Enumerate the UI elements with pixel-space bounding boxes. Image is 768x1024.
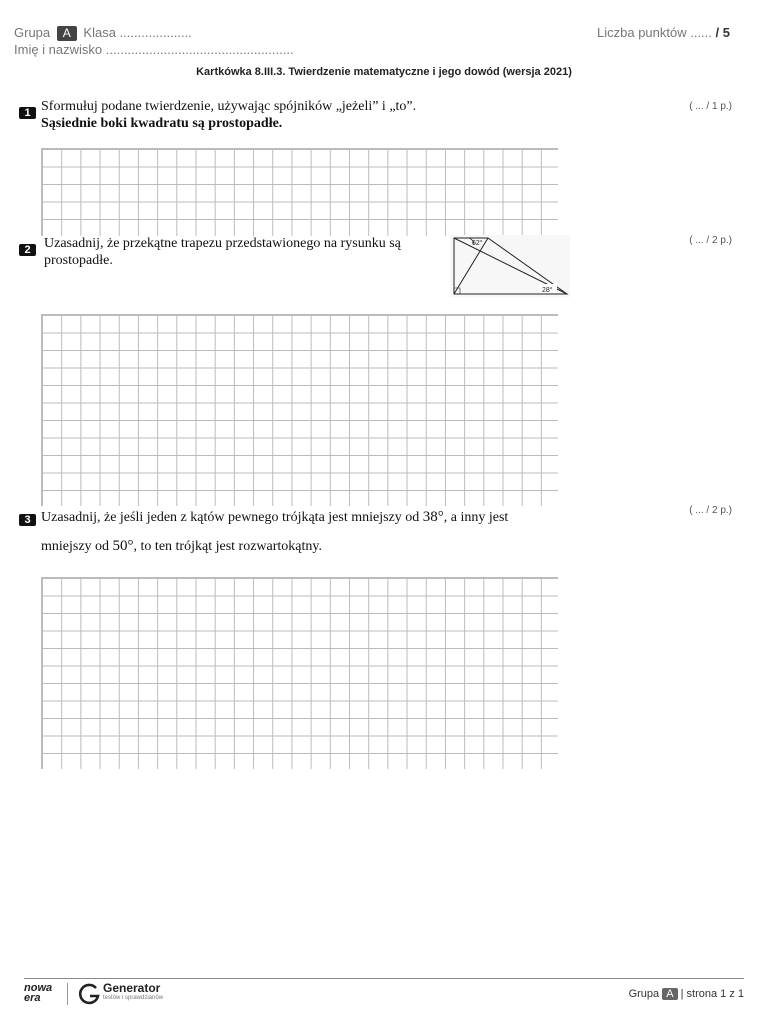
points-summary [597,25,730,40]
question-1-number: 1 [19,103,36,121]
generator-title: Generator [103,981,161,995]
klasa-dots: .................... [119,25,192,40]
name-row [14,42,294,57]
points-total: / 5 [715,25,730,40]
angle-value-38: 38° [422,509,444,525]
generator-subtitle: testów i sprawdzianów [103,995,164,1001]
generator-logo-icon [77,982,101,1006]
trapezoid-figure [450,235,570,297]
points-label: Liczba punktów ...... [597,25,712,40]
question-2-line1: Uzasadnij, że przekątne trapezu przedstawionego na rysunku są [44,236,401,251]
footer-logo-divider [67,983,68,1005]
question-1-line1: Sformułuj podane twierdzenie, używając spójników „jeżeli” i „to”. [41,99,417,114]
question-2-points: ( ... / 2 p.) [689,235,732,246]
question-1-text [41,99,416,132]
answer-grid-2[interactable] [41,314,558,506]
answer-grid-3[interactable] [41,577,558,769]
imie-dots: .................................................... [105,42,294,57]
grupa-label: Grupa [14,25,51,40]
nowa-era-logo: nowa era [24,982,53,1004]
page-title: Kartkówka 8.III.3. Twierdzenie matematyczne i jego dowód (wersja 2021) [196,66,572,78]
klasa-label: Klasa [83,25,116,40]
footer-page-info [629,988,744,1000]
question-3-line2: mniejszy od 50°, to ten trójkąt jest rozwartokątny. [41,538,322,554]
footer-grupa-label: Grupa [628,988,660,1000]
question-2-line2: prostopadłe. [44,253,113,268]
answer-grid-1[interactable] [41,148,558,236]
question-1-points: ( ... / 1 p.) [689,101,732,112]
question-3-line1: Uzasadnij, że jeśli jeden z kątów pewnego trójkąta jest mniejszy od 38°, a inny jest [41,509,509,525]
footer-page-number: | strona 1 z 1 [680,988,744,1000]
angle-label-bottom: 28° [542,287,553,294]
generator-brand [103,982,163,1001]
question-2-text [44,236,401,269]
grupa-badge: A [57,26,77,41]
footer-grupa-badge: A [662,988,677,1000]
question-1-statement: Sąsiednie boki kwadratu są prostopadłe. [41,116,283,131]
angle-value-50: 50° [112,538,134,554]
imie-label: Imię i nazwisko [14,42,103,57]
header-group [14,25,192,41]
footer-divider [24,978,744,979]
question-3-number: 3 [19,510,36,528]
question-3-points: ( ... / 2 p.) [689,505,732,516]
question-2-number: 2 [19,240,36,258]
angle-label-top: 62° [472,240,483,247]
